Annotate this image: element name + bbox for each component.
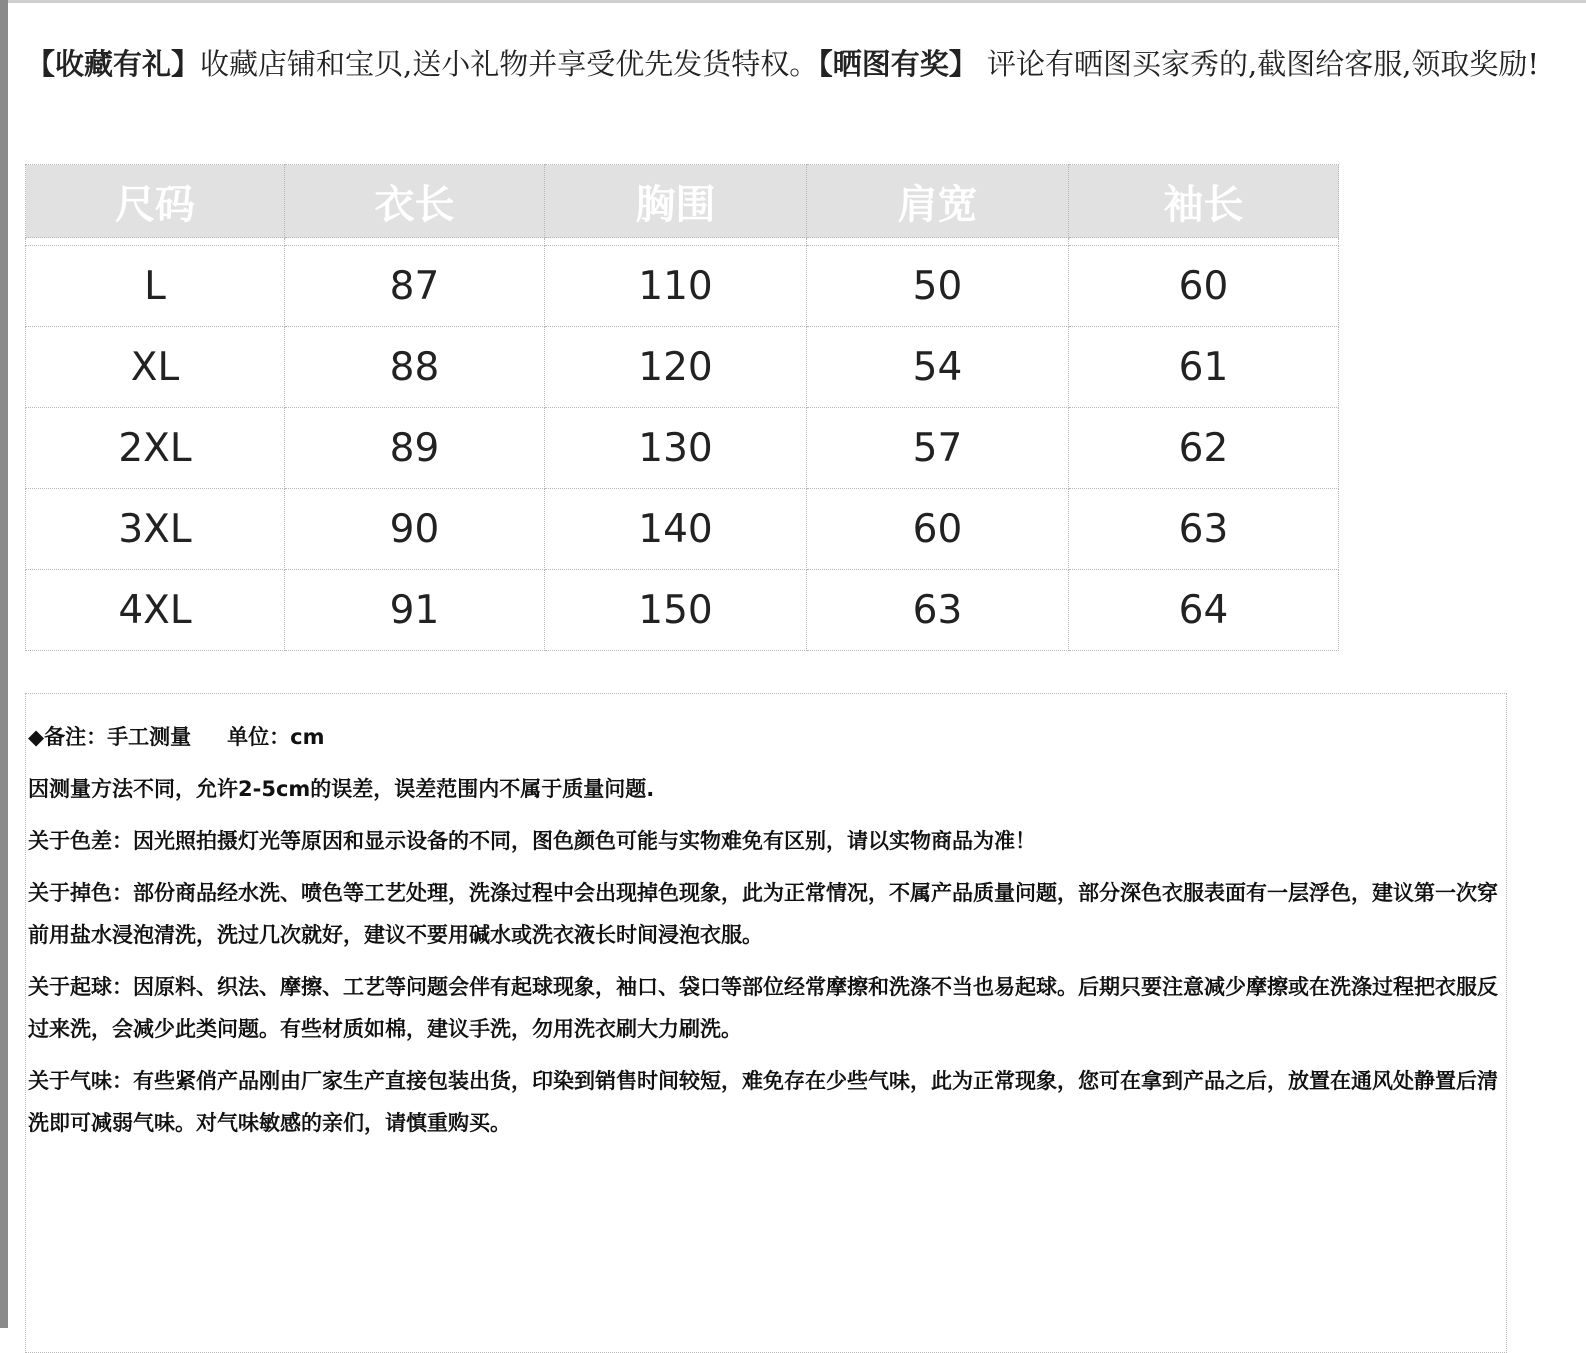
- spacer-cell: [1069, 238, 1339, 246]
- note-tolerance: 因测量方法不同，允许2-5cm的误差，误差范围内不属于质量问题.: [28, 777, 655, 801]
- cell-chest: 140: [545, 489, 807, 570]
- cell-sleeve: 61: [1069, 327, 1339, 408]
- cell-sleeve: 64: [1069, 570, 1339, 651]
- header-size: 尺码: [26, 165, 285, 238]
- cell-length: 87: [285, 246, 545, 327]
- cell-size: 2XL: [26, 408, 285, 489]
- promo-tag-favorite: 【收藏有礼】: [26, 47, 201, 81]
- table-row: [26, 327, 1339, 408]
- size-chart-header-row: [26, 165, 1339, 238]
- table-row: [26, 408, 1339, 489]
- cell-chest: 120: [545, 327, 807, 408]
- spacer-cell: [545, 238, 807, 246]
- cell-sleeve: 60: [1069, 246, 1339, 327]
- cell-sleeve: 62: [1069, 408, 1339, 489]
- cell-sleeve: 63: [1069, 489, 1339, 570]
- cell-size: L: [26, 246, 285, 327]
- note-odor: 关于气味：有些紧俏产品刚由厂家生产直接包装出货，印染到销售时间较短，难免存在少些气味，此为正常现象，您可在拿到产品之后，放置在通风处静置后清洗即可减弱气味。对气味敏感的亲们，请慎重购买。: [28, 1069, 1498, 1135]
- notes-panel: [25, 693, 1507, 1353]
- cell-length: 90: [285, 489, 545, 570]
- measure-note: [28, 716, 1506, 758]
- table-row: [26, 570, 1339, 651]
- cell-shoulder: 60: [807, 489, 1069, 570]
- measure-note-text: ◆备注：手工测量: [28, 725, 192, 749]
- unit-note: 单位：cm: [227, 725, 325, 749]
- note-fading: 关于掉色：部份商品经水洗、喷色等工艺处理，洗涤过程中会出现掉色现象，此为正常情况，不属产品质量问题，部分深色衣服表面有一层浮色，建议第一次穿前用盐水浸泡清洗，洗过几次就好，建议不要用碱水或洗衣液长时间浸泡衣服。: [28, 881, 1498, 947]
- note-color-difference: 关于色差：因光照拍摄灯光等原因和显示设备的不同，图色颜色可能与实物难免有区别，请以实物商品为准！: [28, 829, 1036, 853]
- promo-text-photo: 评论有晒图买家秀的,截图给客服,领取奖励!: [977, 47, 1540, 81]
- cell-shoulder: 54: [807, 327, 1069, 408]
- header-shoulder: 肩宽: [807, 165, 1069, 238]
- header-chest: 胸围: [545, 165, 807, 238]
- promo-banner: [26, 44, 1556, 84]
- promo-tag-photo: 【晒图有奖】: [818, 47, 978, 81]
- header-sleeve: 袖长: [1069, 165, 1339, 238]
- cell-length: 88: [285, 327, 545, 408]
- left-border: [0, 0, 8, 1328]
- cell-chest: 150: [545, 570, 807, 651]
- cell-size: 3XL: [26, 489, 285, 570]
- size-chart-table: [25, 164, 1339, 651]
- table-row: [26, 246, 1339, 327]
- cell-shoulder: 63: [807, 570, 1069, 651]
- cell-shoulder: 57: [807, 408, 1069, 489]
- note-pilling: 关于起球：因原料、织法、摩擦、工艺等问题会伴有起球现象，袖口、袋口等部位经常摩擦和洗涤不当也易起球。后期只要注意减少摩擦或在洗涤过程把衣服反过来洗，会减少此类问题。有些材质如棉，建议手洗，勿用洗衣刷大力刷洗。: [28, 975, 1498, 1041]
- cell-chest: 110: [545, 246, 807, 327]
- spacer-cell: [807, 238, 1069, 246]
- cell-length: 89: [285, 408, 545, 489]
- header-spacer-row: [26, 238, 1339, 246]
- cell-length: 91: [285, 570, 545, 651]
- header-length: 衣长: [285, 165, 545, 238]
- cell-size: XL: [26, 327, 285, 408]
- cell-chest: 130: [545, 408, 807, 489]
- top-border: [0, 0, 1586, 3]
- promo-text-favorite: 收藏店铺和宝贝,送小礼物并享受优先发货特权。: [200, 47, 819, 81]
- cell-size: 4XL: [26, 570, 285, 651]
- table-row: [26, 489, 1339, 570]
- spacer-cell: [26, 238, 285, 246]
- cell-shoulder: 50: [807, 246, 1069, 327]
- spacer-cell: [285, 238, 545, 246]
